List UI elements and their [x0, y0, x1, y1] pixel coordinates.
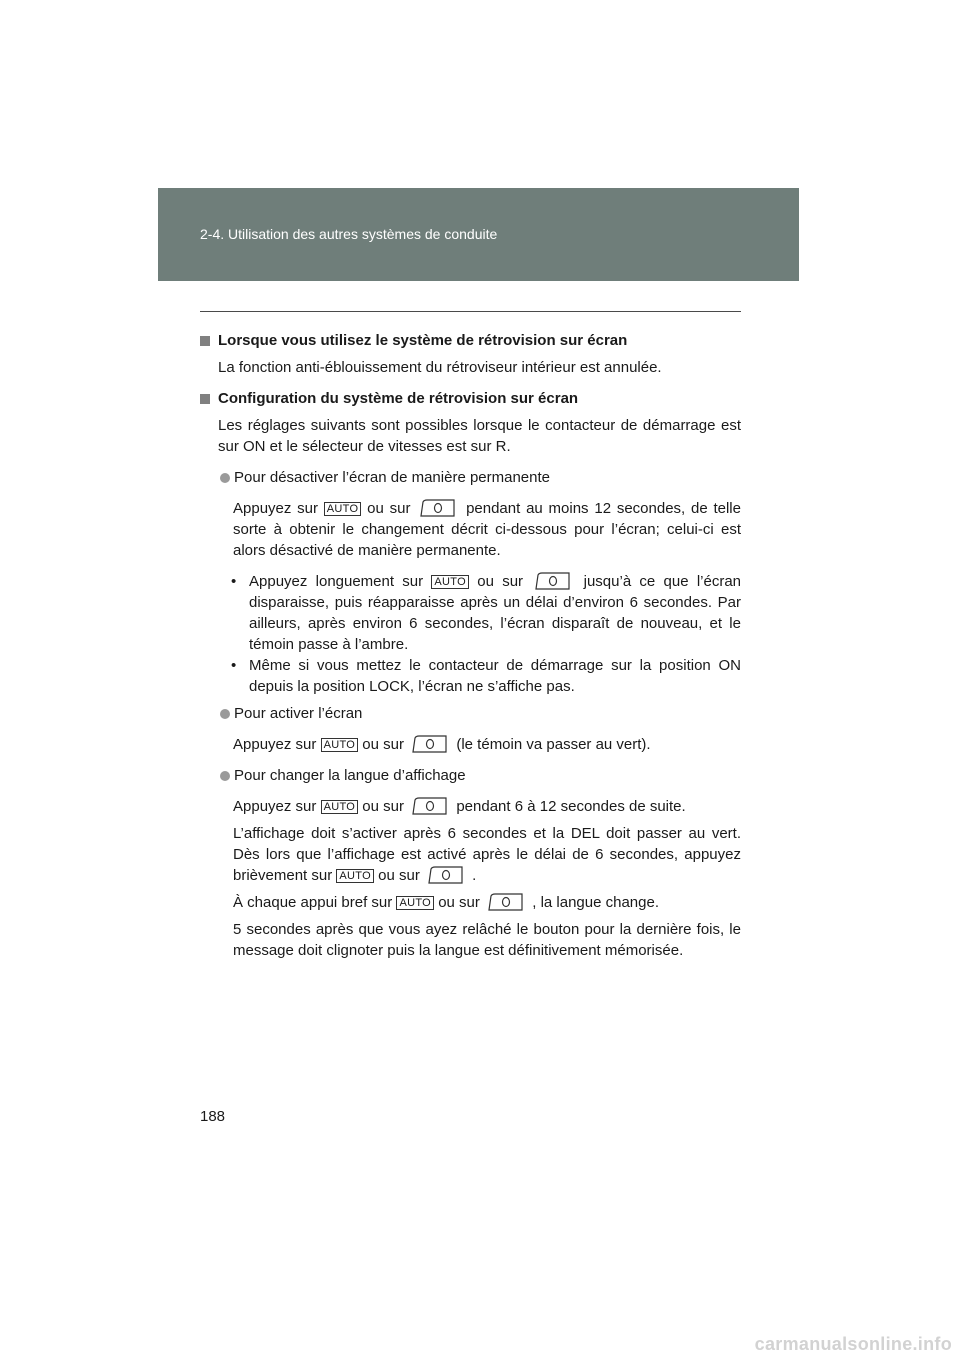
mirror-button-icon: [412, 797, 448, 815]
site-watermark: carmanualsonline.info: [754, 1334, 952, 1354]
round-bullet-icon: [220, 771, 230, 781]
divider-line: [200, 311, 741, 312]
heading-configuration: Configuration du système de rétrovision sur écran: [200, 388, 741, 409]
round-bullet-icon: [220, 473, 230, 483]
bullet-disable-screen: Pour désactiver l’écran de manière permanente: [200, 467, 741, 488]
sub-item-long-press: • Appuyez longuement sur AUTO ou sur jusqu’à ce que l’écran disparaisse, puis réapparaisse après un délai d’environ 6 secondes. Par ailleurs, après environ 6 secondes, l’écran disparaît de nouveau, et le témoin passe à l’ambre.: [231, 573, 742, 653]
heading-rear-view-use: Lorsque vous utilisez le système de rétrovision sur écran: [200, 330, 741, 351]
mirror-button-icon: [412, 735, 448, 753]
bullet-change-language: Pour changer la langue d’affichage: [200, 765, 741, 786]
page-number: 188: [200, 1108, 226, 1125]
square-bullet-icon: [200, 394, 210, 404]
bullet-enable-screen: Pour activer l’écran: [200, 703, 741, 724]
auto-key-icon: AUTO: [431, 575, 469, 589]
mirror-button-icon: [420, 499, 456, 517]
instruction-language-press: Appuyez sur AUTO ou sur pendant 6 à 12 secondes de suite.: [233, 798, 686, 815]
mirror-button-icon: [428, 866, 464, 884]
mirror-button-icon: [535, 572, 571, 590]
instruction-language-change: À chaque appui bref sur AUTO ou sur , la langue change.: [233, 894, 660, 911]
instruction-disable: Appuyez sur AUTO ou sur pendant au moins 12 secondes, de telle sorte à obtenir le changement décrit ci-dessous pour l’écran; celui-ci est alors désactivé de manière permanente.: [233, 500, 741, 559]
section-title: 2-4. Utilisation des autres systèmes de conduite: [200, 226, 498, 242]
page-content: [200, 330, 741, 961]
instruction-language-memorize: 5 secondes après que vous ayez relâché le bouton pour la dernière fois, le message doit clignoter puis la langue est définitivement mémorisée.: [233, 921, 741, 959]
auto-key-icon: AUTO: [324, 502, 362, 516]
auto-key-icon: AUTO: [396, 896, 434, 910]
mirror-button-icon: [488, 893, 524, 911]
square-bullet-icon: [200, 336, 210, 346]
paragraph-anti-glare: La fonction anti-éblouissement du rétroviseur intérieur est annulée.: [218, 359, 662, 376]
auto-key-icon: AUTO: [321, 738, 359, 752]
instruction-enable: Appuyez sur AUTO ou sur (le témoin va passer au vert).: [233, 736, 651, 753]
auto-key-icon: AUTO: [321, 800, 359, 814]
auto-key-icon: AUTO: [336, 869, 374, 883]
paragraph-settings-conditions: Les réglages suivants sont possibles lorsque le contacteur de démarrage est sur ON et le sélecteur de vitesses est sur R.: [218, 417, 741, 455]
instruction-language-activate: L’affichage doit s’activer après 6 secondes et la DEL doit passer au vert. Dès lors que l’affichage est activé après le délai de 6 secondes, appuyez brièvement sur AUTO ou sur .: [233, 825, 741, 884]
sub-item-lock-position: • Même si vous mettez le contacteur de démarrage sur la position ON depuis la position LOCK, l’écran ne s’affiche pas.: [231, 657, 741, 695]
round-bullet-icon: [220, 709, 230, 719]
